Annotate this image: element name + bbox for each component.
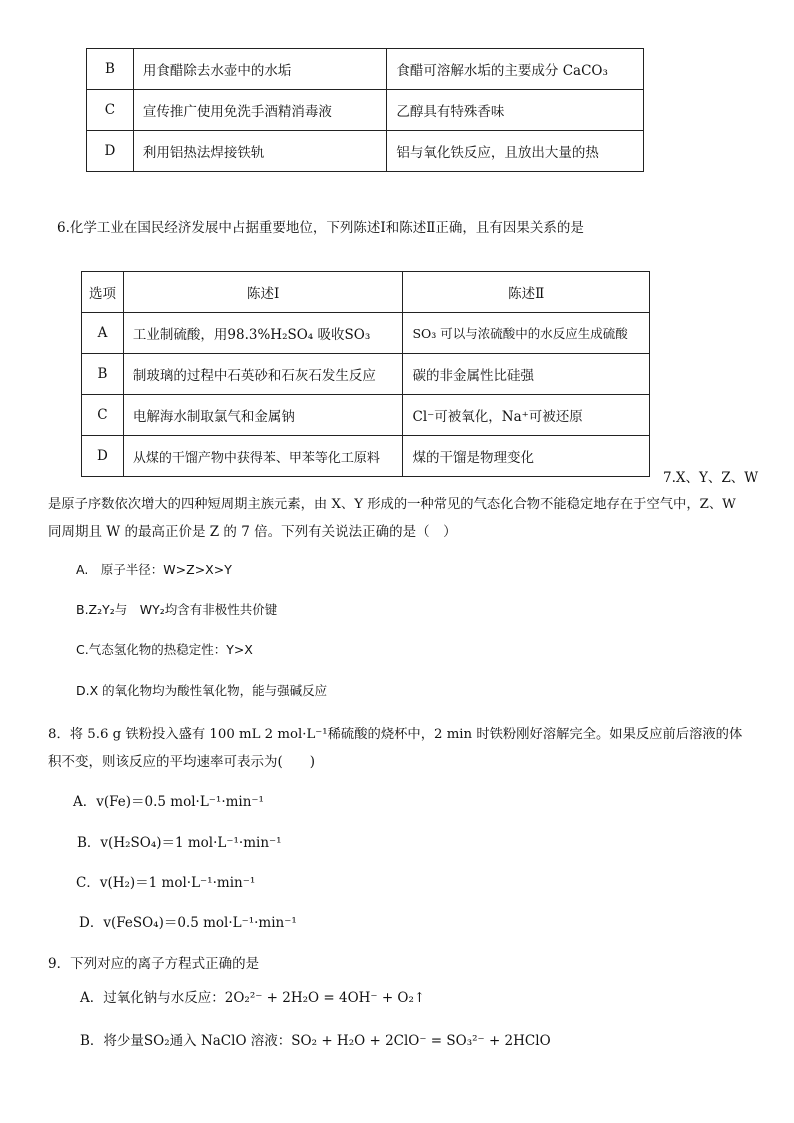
statement-1-cell: 工业制硫酸，用98.3%H₂SO₄ 吸收SO₃ [123, 313, 403, 354]
reason-cell: 乙醇具有特殊香味 [387, 90, 644, 131]
table-row [82, 395, 650, 436]
question-9-option-a: A．过氧化钠与水反应：2O₂²⁻ + 2H₂O = 4OH⁻ + O₂↑ [80, 990, 426, 1006]
question-8-option-a: A．v(Fe)＝0.5 mol·L⁻¹·min⁻¹ [73, 794, 264, 810]
option-cell: B [82, 354, 124, 395]
answer-table-continued [86, 48, 644, 172]
statement-1-cell: 电解海水制取氯气和金属钠 [123, 395, 403, 436]
question-7-stem-line-2: 同周期且 W 的最高正价是 Z 的 7 倍。下列有关说法正确的是（ ） [48, 524, 457, 540]
table-row [82, 436, 650, 477]
question-8-option-c: C．v(H₂)＝1 mol·L⁻¹·min⁻¹ [76, 875, 256, 891]
question-7-option-a: A. 原子半径：W>Z>X>Y [76, 562, 232, 577]
option-cell: A [82, 313, 124, 354]
question-9-stem: 9．下列对应的离子方程式正确的是 [48, 956, 260, 972]
option-cell: C [82, 395, 124, 436]
question-9-option-b: B．将少量SO₂通入 NaClO 溶液：SO₂ + H₂O + 2ClO⁻ = SO₃²⁻ + 2HClO [80, 1033, 551, 1049]
statement-cell: 利用铝热法焊接铁轨 [133, 131, 387, 172]
question-7-option-d: D.X 的氧化物均为酸性氧化物，能与强碱反应 [76, 683, 328, 698]
statement-1-cell: 从煤的干馏产物中获得苯、甲苯等化工原料 [123, 436, 403, 477]
table-row [87, 49, 644, 90]
header-option: 选项 [82, 272, 124, 313]
option-cell: C [87, 90, 134, 131]
statement-2-cell: Cl⁻可被氧化，Na⁺可被还原 [403, 395, 650, 436]
question-8-option-d: D．v(FeSO₄)＝0.5 mol·L⁻¹·min⁻¹ [79, 915, 297, 931]
question-7-number: 7.X、Y、Z、W [663, 470, 759, 486]
header-statement-1: 陈述Ⅰ [123, 272, 403, 313]
question-8-stem-line-2: 积不变，则该反应的平均速率可表示为( ) [48, 754, 316, 770]
table-row [87, 131, 644, 172]
statement-cell: 宣传推广使用免洗手酒精消毒液 [133, 90, 387, 131]
table-row [82, 313, 650, 354]
table-header-row [82, 272, 650, 313]
table-row [82, 354, 650, 395]
reason-cell: 铝与氧化铁反应，且放出大量的热 [387, 131, 644, 172]
statement-2-cell: 煤的干馏是物理变化 [403, 436, 650, 477]
question-8-option-b: B．v(H₂SO₄)＝1 mol·L⁻¹·min⁻¹ [77, 835, 282, 851]
reason-cell: 食醋可溶解水垢的主要成分 CaCO₃ [387, 49, 644, 90]
option-cell: D [87, 131, 134, 172]
question-6-stem: 6.化学工业在国民经济发展中占据重要地位，下列陈述Ⅰ和陈述Ⅱ正确，且有因果关系的是 [57, 220, 584, 236]
question-8-stem-line-1: 8．将 5.6 g 铁粉投入盛有 100 mL 2 mol·L⁻¹稀硫酸的烧杯中，2 min 时铁粉刚好溶解完全。如果反应前后溶液的体 [48, 727, 743, 742]
question-6-table [81, 271, 650, 477]
question-7-option-c: C.气态氢化物的热稳定性：Y>X [76, 642, 253, 657]
statement-2-cell: 碳的非金属性比硅强 [403, 354, 650, 395]
question-7-stem-line-1: 是原子序数依次增大的四种短周期主族元素，由 X、Y 形成的一种常见的气态化合物不能稳定地存在于空气中，Z、W [48, 497, 736, 512]
statement-1-cell: 制玻璃的过程中石英砂和石灰石发生反应 [123, 354, 403, 395]
statement-2-cell: SO₃ 可以与浓硫酸中的水反应生成硫酸 [403, 313, 650, 354]
option-cell: D [82, 436, 124, 477]
table-row [87, 90, 644, 131]
option-cell: B [87, 49, 134, 90]
question-7-option-b: B.Z₂Y₂与 WY₂均含有非极性共价键 [76, 602, 278, 617]
statement-cell: 用食醋除去水壶中的水垢 [133, 49, 387, 90]
header-statement-2: 陈述Ⅱ [403, 272, 650, 313]
